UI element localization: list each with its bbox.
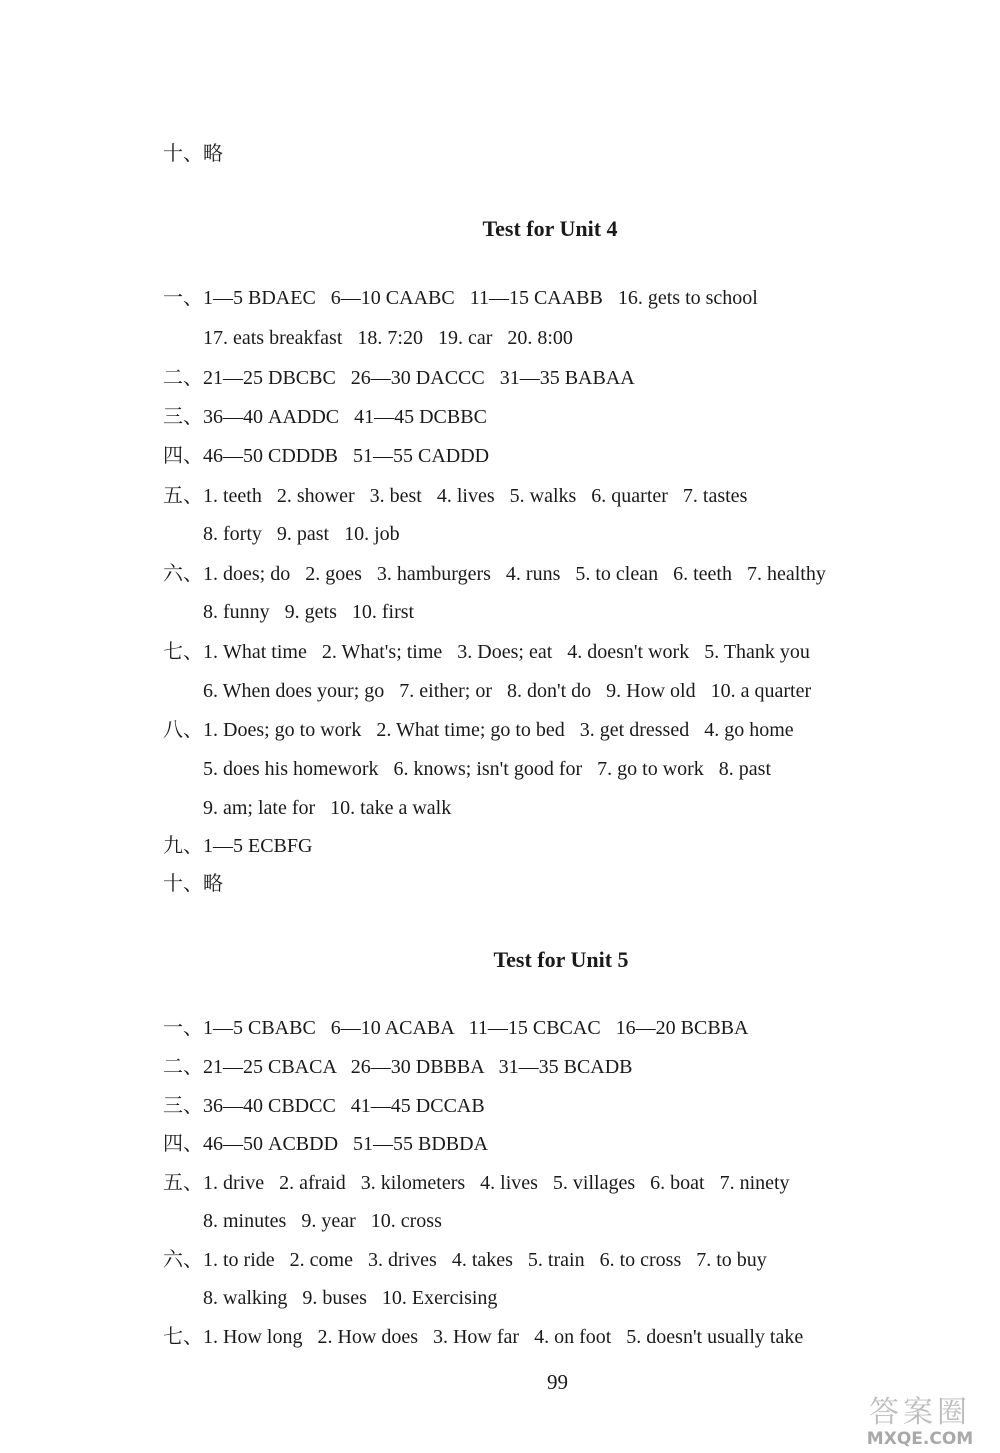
unit5-line-2: 二、21—25 CBACA 26—30 DBBBA 31—35 BCADB — [163, 1056, 633, 1078]
unit4-line-12: 八、1. Does; go to work 2. What time; go to bed 3. get dressed 4. go home — [163, 719, 794, 741]
unit4-line-3: 二、21—25 DBCBC 26—30 DACCC 31—35 BABAA — [163, 367, 635, 389]
watermark-top-text: 答案圈 — [869, 1395, 971, 1430]
unit5-title: Test for Unit 5 — [493, 947, 629, 972]
unit4-line-15: 九、1—5 ECBFG — [163, 835, 313, 857]
unit4-line-10: 七、1. What time 2. What's; time 3. Does; eat 4. doesn't work 5. Thank you — [163, 641, 810, 663]
page-number: 99 — [547, 1370, 568, 1394]
unit4-title: Test for Unit 4 — [482, 216, 618, 241]
unit4-line-6: 五、1. teeth 2. shower 3. best 4. lives 5. walks 6. quarter 7. tastes — [163, 485, 748, 507]
unit4-line-11: 6. When does your; go 7. either; or 8. don't do 9. How old 10. a quarter — [203, 680, 812, 702]
unit4-line-4: 三、36—40 AADDC 41—45 DCBBC — [163, 406, 487, 428]
unit4-line-1: 一、1—5 BDAEC 6—10 CAABC 11—15 CAABB 16. gets to school — [163, 287, 758, 309]
unit5-line-1: 一、1—5 CBABC 6—10 ACABA 11—15 CBCAC 16—20 BCBBA — [163, 1017, 749, 1039]
unit4-line-16: 十、略 — [163, 873, 223, 895]
unit4-line-14: 9. am; late for 10. take a walk — [203, 797, 452, 819]
watermark-bottom-text: MXQE.COM — [866, 1429, 974, 1449]
unit5-line-7: 六、1. to ride 2. come 3. drives 4. takes 5. train 6. to cross 7. to buy — [163, 1249, 767, 1271]
unit5-line-5: 五、1. drive 2. afraid 3. kilometers 4. lives 5. villages 6. boat 7. ninety — [163, 1172, 790, 1194]
unit4-line-7: 8. forty 9. past 10. job — [203, 523, 400, 545]
unit4-line-2: 17. eats breakfast 18. 7:20 19. car 20. 8:00 — [203, 327, 573, 349]
unit5-line-9: 七、1. How long 2. How does 3. How far 4. on foot 5. doesn't usually take — [163, 1326, 804, 1348]
watermark-logo — [850, 1387, 990, 1449]
unit5-line-4: 四、46—50 ACBDD 51—55 BDBDA — [163, 1133, 489, 1155]
unit5-line-6: 8. minutes 9. year 10. cross — [203, 1210, 442, 1232]
unit4-line-8: 六、1. does; do 2. goes 3. hamburgers 4. runs 5. to clean 6. teeth 7. healthy — [163, 563, 826, 585]
unit5-line-3: 三、36—40 CBDCC 41—45 DCCAB — [163, 1095, 485, 1117]
unit4-line-13: 5. does his homework 6. knows; isn't good for 7. go to work 8. past — [203, 758, 772, 780]
unit4-line-9: 8. funny 9. gets 10. first — [203, 601, 415, 623]
unit5-line-8: 8. walking 9. buses 10. Exercising — [203, 1287, 498, 1309]
section-ten-top: 十、略 — [163, 143, 223, 165]
unit4-line-5: 四、46—50 CDDDB 51—55 CADDD — [163, 445, 490, 467]
